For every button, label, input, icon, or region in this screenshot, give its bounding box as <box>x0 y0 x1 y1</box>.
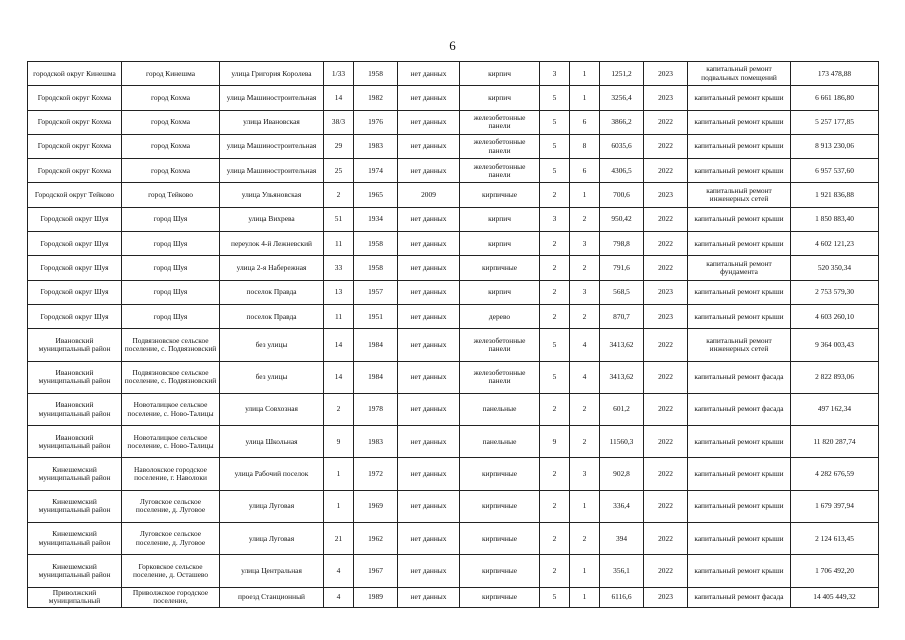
cell-cost: 2 124 613,45 <box>791 523 879 555</box>
table-row <box>28 134 879 158</box>
cell-area: 3413,62 <box>600 361 644 393</box>
cell-house-number: 13 <box>324 280 354 304</box>
cell-floors: 2 <box>540 256 570 280</box>
cell-build-year: 1972 <box>354 458 398 490</box>
cell-municipality: Ивановский муниципальный район <box>28 393 122 425</box>
cell-repair-year: 2023 <box>644 62 688 86</box>
cell-house-number: 51 <box>324 207 354 231</box>
cell-reconstruction-year: нет данных <box>398 523 460 555</box>
cell-municipality: Ивановский муниципальный район <box>28 329 122 361</box>
cell-build-year: 1982 <box>354 86 398 110</box>
cell-settlement: город Кохма <box>122 110 220 134</box>
cell-street: без улицы <box>220 329 324 361</box>
cell-street: без улицы <box>220 361 324 393</box>
cell-repair-year: 2022 <box>644 555 688 587</box>
cell-reconstruction-year: нет данных <box>398 361 460 393</box>
cell-reconstruction-year: нет данных <box>398 304 460 328</box>
cell-street: поселок Правда <box>220 304 324 328</box>
cell-area: 568,5 <box>600 280 644 304</box>
cell-repair-year: 2023 <box>644 183 688 207</box>
table-row <box>28 304 879 328</box>
cell-wall-material: панельные <box>460 393 540 425</box>
cell-build-year: 1957 <box>354 280 398 304</box>
cell-build-year: 1958 <box>354 232 398 256</box>
cell-settlement: Подвязновское сельское поселение, с. Подвязновский <box>122 329 220 361</box>
cell-build-year: 1978 <box>354 393 398 425</box>
cell-municipality: Кинешемский муниципальный район <box>28 490 122 522</box>
cell-reconstruction-year: нет данных <box>398 256 460 280</box>
cell-cost: 173 478,88 <box>791 62 879 86</box>
cell-settlement: Новоталицкое сельское поселение, с. Ново-Талицы <box>122 426 220 458</box>
cell-build-year: 1976 <box>354 110 398 134</box>
cell-reconstruction-year: нет данных <box>398 393 460 425</box>
cell-municipality: Городской округ Шуя <box>28 207 122 231</box>
cell-floors: 2 <box>540 280 570 304</box>
cell-municipality: Городской округ Кохма <box>28 110 122 134</box>
cell-house-number: 1/33 <box>324 62 354 86</box>
cell-area: 3413,62 <box>600 329 644 361</box>
cell-street: улица Центральная <box>220 555 324 587</box>
cell-entrances: 2 <box>570 256 600 280</box>
cell-work-type: капитальный ремонт крыши <box>688 426 791 458</box>
cell-municipality: Городской округ Шуя <box>28 232 122 256</box>
cell-floors: 2 <box>540 393 570 425</box>
cell-area: 356,1 <box>600 555 644 587</box>
cell-floors: 5 <box>540 110 570 134</box>
table-row <box>28 232 879 256</box>
cell-floors: 9 <box>540 426 570 458</box>
cell-area: 3256,4 <box>600 86 644 110</box>
cell-municipality: Городской округ Шуя <box>28 280 122 304</box>
cell-reconstruction-year: нет данных <box>398 458 460 490</box>
table-row <box>28 207 879 231</box>
cell-wall-material: железобетонные панели <box>460 361 540 393</box>
cell-settlement: город Шуя <box>122 232 220 256</box>
table-row <box>28 159 879 183</box>
cell-entrances: 6 <box>570 159 600 183</box>
cell-cost: 1 921 836,88 <box>791 183 879 207</box>
cell-work-type: капитальный ремонт крыши <box>688 207 791 231</box>
cell-house-number: 14 <box>324 361 354 393</box>
cell-work-type: капитальный ремонт фундамента <box>688 256 791 280</box>
cell-settlement: Подвязновское сельское поселение, с. Подвязновский <box>122 361 220 393</box>
cell-repair-year: 2022 <box>644 426 688 458</box>
cell-build-year: 1958 <box>354 62 398 86</box>
cell-wall-material: панельные <box>460 426 540 458</box>
cell-build-year: 1974 <box>354 159 398 183</box>
cell-floors: 5 <box>540 159 570 183</box>
cell-municipality: Городской округ Шуя <box>28 304 122 328</box>
cell-work-type: капитальный ремонт подвальных помещений <box>688 62 791 86</box>
cell-house-number: 33 <box>324 256 354 280</box>
cell-entrances: 1 <box>570 86 600 110</box>
table-row <box>28 183 879 207</box>
cell-repair-year: 2023 <box>644 280 688 304</box>
cell-area: 394 <box>600 523 644 555</box>
cell-house-number: 9 <box>324 426 354 458</box>
cell-house-number: 21 <box>324 523 354 555</box>
cell-house-number: 2 <box>324 183 354 207</box>
cell-house-number: 14 <box>324 329 354 361</box>
cell-wall-material: кирпичные <box>460 587 540 607</box>
cell-reconstruction-year: нет данных <box>398 232 460 256</box>
cell-build-year: 1983 <box>354 426 398 458</box>
cell-house-number: 38/3 <box>324 110 354 134</box>
cell-repair-year: 2022 <box>644 256 688 280</box>
cell-wall-material: кирпич <box>460 280 540 304</box>
cell-entrances: 6 <box>570 110 600 134</box>
cell-municipality: городской округ Кинешма <box>28 62 122 86</box>
cell-work-type: капитальный ремонт крыши <box>688 490 791 522</box>
cell-build-year: 1965 <box>354 183 398 207</box>
cell-house-number: 11 <box>324 232 354 256</box>
cell-house-number: 1 <box>324 458 354 490</box>
cell-repair-year: 2022 <box>644 490 688 522</box>
cell-cost: 9 364 003,43 <box>791 329 879 361</box>
cell-work-type: капитальный ремонт инженерных сетей <box>688 329 791 361</box>
cell-entrances: 2 <box>570 393 600 425</box>
cell-cost: 1 850 883,40 <box>791 207 879 231</box>
cell-build-year: 1969 <box>354 490 398 522</box>
cell-repair-year: 2022 <box>644 134 688 158</box>
cell-wall-material: кирпич <box>460 207 540 231</box>
cell-wall-material: кирпичные <box>460 458 540 490</box>
cell-entrances: 2 <box>570 523 600 555</box>
cell-street: проезд Станционный <box>220 587 324 607</box>
cell-cost: 4 603 260,10 <box>791 304 879 328</box>
cell-build-year: 1951 <box>354 304 398 328</box>
cell-entrances: 1 <box>570 62 600 86</box>
cell-work-type: капитальный ремонт крыши <box>688 280 791 304</box>
cell-reconstruction-year: нет данных <box>398 555 460 587</box>
table-row <box>28 361 879 393</box>
cell-work-type: капитальный ремонт крыши <box>688 86 791 110</box>
cell-settlement: Наволокское городское поселение, г. Наволоки <box>122 458 220 490</box>
cell-build-year: 1934 <box>354 207 398 231</box>
cell-cost: 4 602 121,23 <box>791 232 879 256</box>
cell-build-year: 1967 <box>354 555 398 587</box>
cell-street: улица Ульяновская <box>220 183 324 207</box>
cell-area: 950,42 <box>600 207 644 231</box>
cell-municipality: Кинешемский муниципальный район <box>28 555 122 587</box>
cell-entrances: 3 <box>570 232 600 256</box>
cell-street: улица Григория Королева <box>220 62 324 86</box>
cell-cost: 520 350,34 <box>791 256 879 280</box>
cell-area: 791,6 <box>600 256 644 280</box>
cell-build-year: 1989 <box>354 587 398 607</box>
cell-street: улица Луговая <box>220 523 324 555</box>
cell-wall-material: кирпичные <box>460 183 540 207</box>
cell-area: 1251,2 <box>600 62 644 86</box>
cell-floors: 5 <box>540 361 570 393</box>
cell-reconstruction-year: нет данных <box>398 280 460 304</box>
cell-repair-year: 2022 <box>644 110 688 134</box>
table-row <box>28 490 879 522</box>
cell-floors: 5 <box>540 134 570 158</box>
cell-repair-year: 2022 <box>644 393 688 425</box>
cell-cost: 1 679 397,94 <box>791 490 879 522</box>
cell-floors: 2 <box>540 490 570 522</box>
cell-municipality: Приволжский муниципальный <box>28 587 122 607</box>
cell-settlement: Луговское сельское поселение, д. Луговое <box>122 490 220 522</box>
cell-work-type: капитальный ремонт фасада <box>688 361 791 393</box>
cell-floors: 2 <box>540 458 570 490</box>
cell-area: 798,8 <box>600 232 644 256</box>
page-number: 6 <box>449 38 456 53</box>
cell-wall-material: кирпичные <box>460 256 540 280</box>
cell-municipality: Городской округ Тейково <box>28 183 122 207</box>
cell-entrances: 4 <box>570 361 600 393</box>
cell-wall-material: кирпичные <box>460 490 540 522</box>
cell-work-type: капитальный ремонт крыши <box>688 159 791 183</box>
cell-street: улица Машиностроительная <box>220 86 324 110</box>
cell-house-number: 4 <box>324 555 354 587</box>
cell-build-year: 1962 <box>354 523 398 555</box>
cell-entrances: 3 <box>570 458 600 490</box>
cell-cost: 14 405 449,32 <box>791 587 879 607</box>
cell-settlement: Новоталицкое сельское поселение, с. Ново-Талицы <box>122 393 220 425</box>
cell-settlement: город Кохма <box>122 134 220 158</box>
cell-area: 902,8 <box>600 458 644 490</box>
cell-reconstruction-year: нет данных <box>398 329 460 361</box>
cell-entrances: 1 <box>570 183 600 207</box>
cell-reconstruction-year: 2009 <box>398 183 460 207</box>
cell-entrances: 2 <box>570 426 600 458</box>
housing-repair-table <box>27 61 879 608</box>
cell-floors: 2 <box>540 304 570 328</box>
cell-settlement: Приволжское городское поселение, <box>122 587 220 607</box>
cell-street: переулок 4-й Лежневский <box>220 232 324 256</box>
cell-build-year: 1984 <box>354 361 398 393</box>
cell-settlement: Горковское сельское поселение, д. Осташево <box>122 555 220 587</box>
cell-work-type: капитальный ремонт крыши <box>688 304 791 328</box>
cell-entrances: 2 <box>570 304 600 328</box>
cell-build-year: 1958 <box>354 256 398 280</box>
cell-area: 870,7 <box>600 304 644 328</box>
cell-floors: 2 <box>540 523 570 555</box>
cell-area: 6035,6 <box>600 134 644 158</box>
cell-work-type: капитальный ремонт крыши <box>688 523 791 555</box>
cell-cost: 1 706 492,20 <box>791 555 879 587</box>
cell-floors: 2 <box>540 183 570 207</box>
cell-cost: 6 957 537,60 <box>791 159 879 183</box>
cell-build-year: 1983 <box>354 134 398 158</box>
cell-settlement: город Шуя <box>122 256 220 280</box>
cell-repair-year: 2022 <box>644 207 688 231</box>
table-row <box>28 393 879 425</box>
cell-municipality: Городской округ Кохма <box>28 86 122 110</box>
cell-work-type: капитальный ремонт крыши <box>688 134 791 158</box>
cell-cost: 11 820 287,74 <box>791 426 879 458</box>
cell-street: улица Машиностроительная <box>220 134 324 158</box>
cell-municipality: Городской округ Шуя <box>28 256 122 280</box>
cell-repair-year: 2022 <box>644 458 688 490</box>
cell-settlement: город Кохма <box>122 86 220 110</box>
cell-entrances: 3 <box>570 280 600 304</box>
cell-work-type: капитальный ремонт инженерных сетей <box>688 183 791 207</box>
cell-wall-material: кирпичные <box>460 523 540 555</box>
table-row <box>28 523 879 555</box>
cell-work-type: капитальный ремонт крыши <box>688 458 791 490</box>
cell-settlement: город Шуя <box>122 280 220 304</box>
cell-repair-year: 2022 <box>644 159 688 183</box>
cell-settlement: город Шуя <box>122 304 220 328</box>
cell-street: улица Совхозная <box>220 393 324 425</box>
cell-wall-material: железобетонные панели <box>460 110 540 134</box>
table-row <box>28 458 879 490</box>
cell-cost: 4 282 676,59 <box>791 458 879 490</box>
cell-reconstruction-year: нет данных <box>398 62 460 86</box>
table-row <box>28 329 879 361</box>
cell-house-number: 2 <box>324 393 354 425</box>
cell-reconstruction-year: нет данных <box>398 426 460 458</box>
cell-area: 700,6 <box>600 183 644 207</box>
cell-street: поселок Правда <box>220 280 324 304</box>
cell-cost: 2 822 893,06 <box>791 361 879 393</box>
cell-repair-year: 2022 <box>644 329 688 361</box>
table-row <box>28 280 879 304</box>
table-row <box>28 256 879 280</box>
cell-entrances: 8 <box>570 134 600 158</box>
cell-wall-material: железобетонные панели <box>460 329 540 361</box>
cell-entrances: 1 <box>570 555 600 587</box>
table-row <box>28 110 879 134</box>
cell-reconstruction-year: нет данных <box>398 490 460 522</box>
cell-entrances: 4 <box>570 329 600 361</box>
cell-repair-year: 2022 <box>644 361 688 393</box>
cell-street: улица Рабочий поселок <box>220 458 324 490</box>
cell-house-number: 4 <box>324 587 354 607</box>
cell-wall-material: кирпич <box>460 62 540 86</box>
cell-repair-year: 2023 <box>644 587 688 607</box>
cell-street: улица Школьная <box>220 426 324 458</box>
cell-repair-year: 2022 <box>644 523 688 555</box>
cell-wall-material: кирпичные <box>460 555 540 587</box>
cell-work-type: капитальный ремонт крыши <box>688 232 791 256</box>
cell-floors: 5 <box>540 86 570 110</box>
cell-floors: 5 <box>540 587 570 607</box>
cell-settlement: Луговское сельское поселение, д. Луговое <box>122 523 220 555</box>
cell-municipality: Ивановский муниципальный район <box>28 361 122 393</box>
cell-work-type: капитальный ремонт фасада <box>688 587 791 607</box>
cell-wall-material: дерево <box>460 304 540 328</box>
cell-cost: 5 257 177,85 <box>791 110 879 134</box>
table-row <box>28 62 879 86</box>
table-row <box>28 426 879 458</box>
cell-area: 601,2 <box>600 393 644 425</box>
table-row <box>28 555 879 587</box>
cell-house-number: 25 <box>324 159 354 183</box>
table-row <box>28 587 879 607</box>
cell-floors: 5 <box>540 329 570 361</box>
cell-entrances: 2 <box>570 207 600 231</box>
cell-wall-material: кирпич <box>460 86 540 110</box>
cell-work-type: капитальный ремонт крыши <box>688 555 791 587</box>
cell-settlement: город Шуя <box>122 207 220 231</box>
cell-street: улица 2-я Набережная <box>220 256 324 280</box>
cell-settlement: город Кохма <box>122 159 220 183</box>
cell-municipality: Городской округ Кохма <box>28 134 122 158</box>
cell-entrances: 1 <box>570 490 600 522</box>
cell-repair-year: 2023 <box>644 304 688 328</box>
cell-cost: 2 753 579,30 <box>791 280 879 304</box>
cell-street: улица Машиностроительная <box>220 159 324 183</box>
cell-wall-material: кирпич <box>460 232 540 256</box>
cell-floors: 3 <box>540 62 570 86</box>
cell-street: улица Ивановская <box>220 110 324 134</box>
cell-municipality: Ивановский муниципальный район <box>28 426 122 458</box>
cell-wall-material: железобетонные панели <box>460 159 540 183</box>
cell-floors: 2 <box>540 555 570 587</box>
cell-repair-year: 2023 <box>644 86 688 110</box>
cell-area: 11560,3 <box>600 426 644 458</box>
cell-floors: 2 <box>540 232 570 256</box>
cell-cost: 6 661 186,80 <box>791 86 879 110</box>
cell-municipality: Кинешемский муниципальный район <box>28 523 122 555</box>
cell-house-number: 1 <box>324 490 354 522</box>
cell-reconstruction-year: нет данных <box>398 159 460 183</box>
cell-wall-material: железобетонные панели <box>460 134 540 158</box>
cell-area: 336,4 <box>600 490 644 522</box>
cell-repair-year: 2022 <box>644 232 688 256</box>
cell-area: 3866,2 <box>600 110 644 134</box>
cell-settlement: город Тейково <box>122 183 220 207</box>
cell-work-type: капитальный ремонт фасада <box>688 393 791 425</box>
cell-street: улица Луговая <box>220 490 324 522</box>
cell-build-year: 1984 <box>354 329 398 361</box>
cell-work-type: капитальный ремонт крыши <box>688 110 791 134</box>
cell-municipality: Городской округ Кохма <box>28 159 122 183</box>
cell-house-number: 14 <box>324 86 354 110</box>
cell-house-number: 11 <box>324 304 354 328</box>
cell-cost: 497 162,34 <box>791 393 879 425</box>
cell-municipality: Кинешемский муниципальный район <box>28 458 122 490</box>
cell-area: 4306,5 <box>600 159 644 183</box>
cell-house-number: 29 <box>324 134 354 158</box>
cell-reconstruction-year: нет данных <box>398 134 460 158</box>
cell-entrances: 1 <box>570 587 600 607</box>
cell-reconstruction-year: нет данных <box>398 587 460 607</box>
cell-street: улица Вихрева <box>220 207 324 231</box>
cell-reconstruction-year: нет данных <box>398 110 460 134</box>
cell-reconstruction-year: нет данных <box>398 86 460 110</box>
cell-area: 6116,6 <box>600 587 644 607</box>
cell-reconstruction-year: нет данных <box>398 207 460 231</box>
table-row <box>28 86 879 110</box>
cell-floors: 3 <box>540 207 570 231</box>
cell-settlement: город Кинешма <box>122 62 220 86</box>
cell-cost: 8 913 230,06 <box>791 134 879 158</box>
